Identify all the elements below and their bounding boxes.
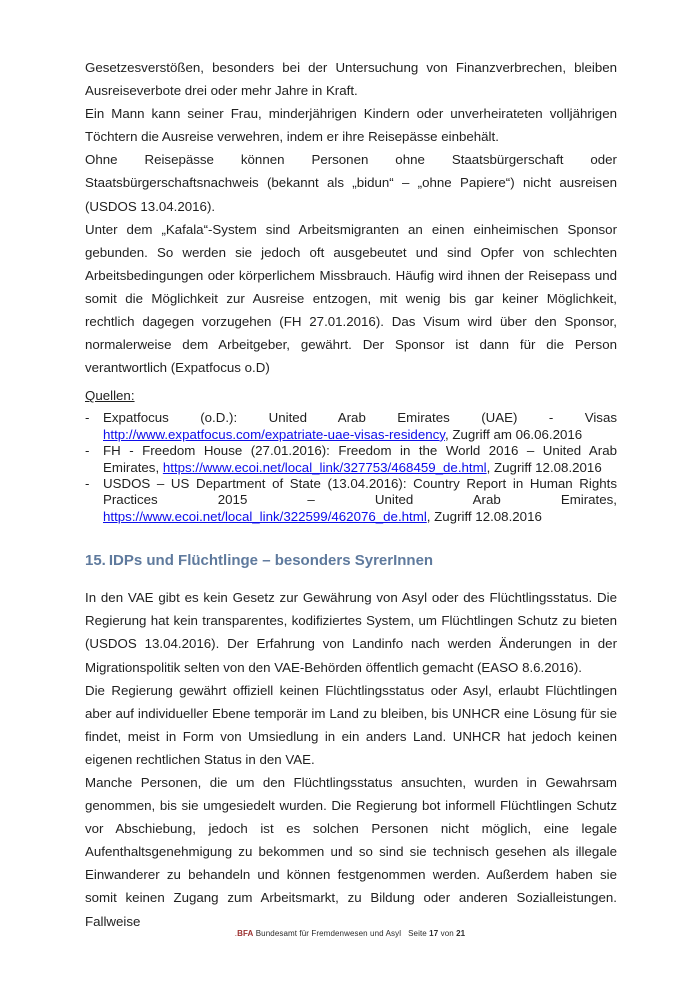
footer-page-word: Seite xyxy=(408,929,427,938)
source-link-expatfocus[interactable]: http://www.expatfocus.com/expatriate-uae-visas-residency xyxy=(103,426,445,442)
page-footer xyxy=(0,929,700,938)
bfa-logo-dot: . xyxy=(234,929,238,938)
bullet-dash: - xyxy=(85,443,90,459)
footer-org-name: Bundesamt für Fremdenwesen und Asyl xyxy=(255,929,402,938)
source-item-expatfocus xyxy=(85,410,617,443)
paragraph-no-asylum-law: In den VAE gibt es kein Gesetz zur Gewährung von Asyl oder des Flüchtlingsstatus. Die Regierung hat kein transparentes, kodifiziertes System, um Flüchtlingen Schutz zu bieten (USDOS 13.04.2016). Der Erfahrung von Landinfo nach werden Änderungen in der Migrationspolitik selten von den VAE-Behörden öffentlich gemacht (EASO 8.6.2016). xyxy=(85,590,617,675)
source-access-date: , Zugriff 12.08.2016 xyxy=(486,459,602,475)
source-access-date: , Zugriff am 06.06.2016 xyxy=(444,426,583,442)
source-text: Expatfocus (o.D.): United Arab Emirates (UAE) - Visas xyxy=(103,410,617,426)
bfa-logo: BFA xyxy=(237,929,254,938)
bullet-dash: - xyxy=(85,476,90,492)
source-link-usdos[interactable]: https://www.ecoi.net/local_link/322599/462076_de.html xyxy=(103,508,427,524)
sources-list xyxy=(85,410,617,525)
paragraph-exit-bans: Gesetzesverstößen, besonders bei der Untersuchung von Finanzverbrechen, bleiben Ausreiseverbote drei oder mehr Jahre in Kraft. xyxy=(85,60,617,99)
paragraph-male-guardianship: Ein Mann kann seiner Frau, minderjährigen Kindern oder unverheirateten volljährigen Töchtern die Ausreise verwehren, indem er ihre Reisepässe einbehält. xyxy=(85,106,617,145)
bullet-dash: - xyxy=(85,410,90,426)
section-heading-idps xyxy=(85,550,617,571)
source-link-freedom-house[interactable]: https://www.ecoi.net/local_link/327753/468459_de.html xyxy=(162,459,487,475)
paragraph-detention-refugees: Manche Personen, die um den Flüchtlingsstatus ansuchten, wurden in Gewahrsam genommen, bis sie umgesiedelt wurden. Die Regierung bot informell Flüchtlingen Schutz vor Abschiebung, jedoch ist es solchen Personen nicht möglich, eine legale Aufenthaltsgenehmigung zu bekommen und so sind sie technisch gesehen als illegale Einwanderer zu behandeln und können festgenommen werden. Außerdem haben sie somit keinen Zugang zum Arbeitsmarkt, zu Bildung oder anderen Sozialleistungen. Fallweise xyxy=(85,775,617,929)
source-access-date: , Zugriff 12.08.2016 xyxy=(426,508,542,524)
source-item-usdos xyxy=(85,476,617,525)
footer-of-word: von xyxy=(440,929,454,938)
source-item-freedom-house xyxy=(85,443,617,476)
source-text: FH - Freedom House (27.01.2016): Freedom in the World 2016 – United Arab Emirates, xyxy=(103,443,617,475)
paragraph-bidun: Ohne Reisepässe können Personen ohne Staatsbürgerschaft oder Staatsbürgerschaftsnachweis (bekannt als „bidun“ – „ohne Papiere“) nicht ausreisen (USDOS 13.04.2016). xyxy=(85,152,617,214)
document-content xyxy=(85,56,617,933)
sources-heading-text: Quellen: xyxy=(85,388,135,404)
source-text: USDOS – US Department of State (13.04.2016): Country Report in Human Rights Practices 2015 – United Arab Emirates, xyxy=(103,476,617,508)
section-title: IDPs und Flüchtlinge – besonders SyrerInnen xyxy=(108,552,434,570)
section-number: 15. xyxy=(85,552,106,570)
paragraph-kafala: Unter dem „Kafala“-System sind Arbeitsmigranten an einen einheimischen Sponsor gebunden. So werden sie jedoch oft ausgebeutet und sind Opfer von schlechten Arbeitsbedingungen oder körperlichem Missbrauch. Häufig wird ihnen der Reisepass und somit die Möglichkeit zur Ausreise entzogen, mit wenig bis gar keiner Möglichkeit, rechtlich dagegen vorzugehen (FH 27.01.2016). Das Visum wird über den Sponsor, normalerweise dem Arbeitgeber, gewährt. Der Sponsor ist dann für die Person verantwortlich (Expatfocus o.D) xyxy=(85,221,617,376)
footer-page-current: 17 xyxy=(429,929,439,938)
paragraph-unhcr-solution: Die Regierung gewährt offiziell keinen Flüchtlingsstatus oder Asyl, erlaubt Flüchtlingen aber auf individueller Ebene temporär im Land zu bleiben, bis UNHCR eine Lösung für sie findet, meist in Form von Umsiedlung in ein anders Land. UNHCR hat jedoch keinen eigenen rechtlichen Status in den VAE. xyxy=(85,682,617,767)
sources-heading xyxy=(85,384,617,407)
footer-page-total: 21 xyxy=(456,929,466,938)
